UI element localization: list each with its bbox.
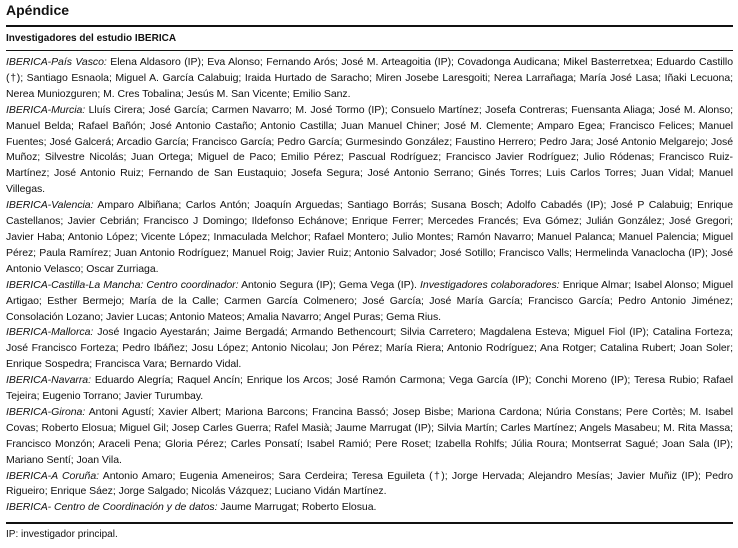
section-text-2: Enrique Almar; Isabel Alonso; Miguel Artigao; Esther Bermejo; María de la Calle; Carmen García Colmenero; José García; José María García; Francisco García; Pedro Antonio Jiménez; Consolación Lozano; Javier Lucas; Antonio Mateos; Amalia Navarro; Angel Puras; Gema Rius. (6, 278, 734, 323)
section-text: Antoni Agustí; Xavier Albert; Mariona Barcons; Francina Bassó; Josep Bisbe; Mariona Cardona; Núria Constans; Pere Cortès; M. Isabel Covas; Roberto Elosua; Miguel Gil; Josep Carles Guerra; Rafel Masià; Jaume Marrugat (IP); Silvia Martín; Carles Martínez; Angels Masabeu; M. Rita Massa; Francisco Monzón; Araceli Pena; Gloria Pérez; Carles Ponsatí; Isabel Ramió; Pere Roset; Izabella Rohlfs; Júlia Roura; Montserrat Sagué; Joan Sala (IP); Mariano Sentí; Joan Vila. (6, 405, 733, 466)
section-valencia (6, 198, 733, 278)
section-mallorca (6, 325, 733, 373)
section-text: Eduardo Alegría; Raquel Ancín; Enrique los Arcos; José Ramón Carmona; Vega García (IP); Conchi Moreno (IP); Teresa Rubio; Rafael Tejeira; Eugenio Torrano; Javier Turumbay. (6, 374, 733, 403)
section-text: Antonio Segura (IP); Gema Vega (IP). (238, 278, 421, 291)
top-rule (6, 25, 733, 27)
section-label: IBERICA-Castilla-La Mancha: Centro coordinador: (6, 278, 239, 291)
section-sublabel: Investigadores colaboradores: (420, 278, 560, 291)
section-text: Elena Aldasoro (IP); Eva Alonso; Fernando Arós; José M. Arteagoitia (IP); Covadonga Audicana; Mikel Basterretxea; Eduardo Castillo (†); Santiago Esnaola; Miguel A. García Calabuig; Iraida Hurtado de Saracho; Miren Josebe Laresgoiti; Nerea Larrañaga; María José Lasa; Iñaki Lecuona; Nerea Muniozguren; M. Cres Tobalina; Jesús M. San Vicente; Emilio Sanz. (6, 56, 734, 100)
footnote: IP: investigador principal. (6, 529, 118, 540)
section-girona (6, 405, 733, 469)
section-label: IBERICA-Mallorca: (6, 326, 94, 339)
section-castilla-la-mancha (6, 278, 733, 326)
section-label: IBERICA-Valencia: (6, 199, 94, 212)
section-label: IBERICA- Centro de Coordinación y de datos: (6, 501, 218, 514)
section-text: Lluís Cirera; José García; Carmen Navarro; M. José Tormo (IP); Consuelo Martínez; Josefa Contreras; Fuensanta Aliaga; José M. Alonso; Manuel Belda; Rafael Bañón; José Antonio Castaño; Antonio Castilla; Juan Manuel Chiner; José M. Clemente; Amparo Egea; Francisco Felices; Manuel Fuentes; José Galcerá; Arcadio García; Francisco García; Pedro García; Gurmesindo González; Faustino Herrero; Pedro Jara; José Antonio Melgarejo; José Muñoz; Silvestre Nicolás; Juan Ortega; Miguel de Paco; Emilio Pérez; Pascual Rodríguez; Francisco Javier Rodríguez; Julio Ródenas; Francisco Ruiz-Martínez; José Antonio Ruiz; Fernando de San Eustaquio; Josefa Segura; José Antonio Serrano; Ginés Torres; Luis Carlos Torres; Juan Vidal; Manuel Villegas. (6, 103, 733, 196)
section-label: IBERICA-País Vasco: (6, 56, 107, 68)
section-text: Amparo Albiñana; Carlos Antón; Joaquín Arguedas; Santiago Borrás; Susana Bosch; Adolfo Cabadés (IP); José P Calabuig; Enrique Castellanos; Javier Cebrián; Francisco J Domingo; Ildefonso Echánove; Enrique Ferrer; Mercedes Francés; Eva Gómez; Julián González; José Gregori; Javier Haba; Antonio López; Vicente López; Inmaculada Melchor; Rafael Montero; Julio Montes; Ramón Navarro; Manuel Palanca; Manuel Palencia; Miguel Pérez; Paula Ramírez; Juan Antonio Rodríguez; Manuel Roig; Javier Ruiz; Antonio Salvador; José Sotillo; Francisco Valls; Hermelinda Vanaclocha (IP); José Antonio Velasco; Oscar Zurriaga. (6, 199, 733, 275)
caption-rule (6, 50, 733, 51)
section-text: Antonio Amaro; Eugenia Ameneiros; Sara Cerdeira; Teresa Eguileta (†); Jorge Hervada; Alejandro Mesías; Javier Muñiz (IP); Pedro Rigueiro; Enrique Sáez; Jorge Salgado; Nicolás Vázquez; Luciano Vidán Martínez. (6, 469, 734, 498)
section-text: José Ingacio Ayestarán; Jaime Bergadá; Armando Bethencourt; Silvia Carretero; Magdalena Esteva; Miguel Fiol (IP); Catalina Forteza; José Francisco Forteza; Pedro Ibáñez; Josu López; Antonio Nicolau; Jon Pérez; María Riera; Antonio Rodríguez; Ana Rotger; Catalina Rubert; Joan Soler; Enrique Sospedra; Francisca Vara; Bernardo Vidal. (6, 326, 733, 371)
section-a-coruna (6, 469, 733, 501)
section-coordinacion (6, 500, 733, 516)
section-pais-vasco (6, 55, 733, 103)
section-label: IBERICA-A Coruña: (6, 469, 100, 482)
section-navarra (6, 373, 733, 405)
section-label: IBERICA-Navarra: (6, 374, 91, 387)
section-label: IBERICA-Girona: (6, 405, 86, 418)
bottom-rule (6, 522, 733, 524)
section-text: Jaume Marrugat; Roberto Elosua. (217, 501, 377, 514)
investigators-list (6, 55, 733, 516)
section-murcia (6, 103, 733, 198)
table-caption: Investigadores del estudio IBERICA (6, 33, 177, 44)
page-title: Apéndice (6, 2, 70, 18)
section-label: IBERICA-Murcia: (6, 103, 86, 116)
